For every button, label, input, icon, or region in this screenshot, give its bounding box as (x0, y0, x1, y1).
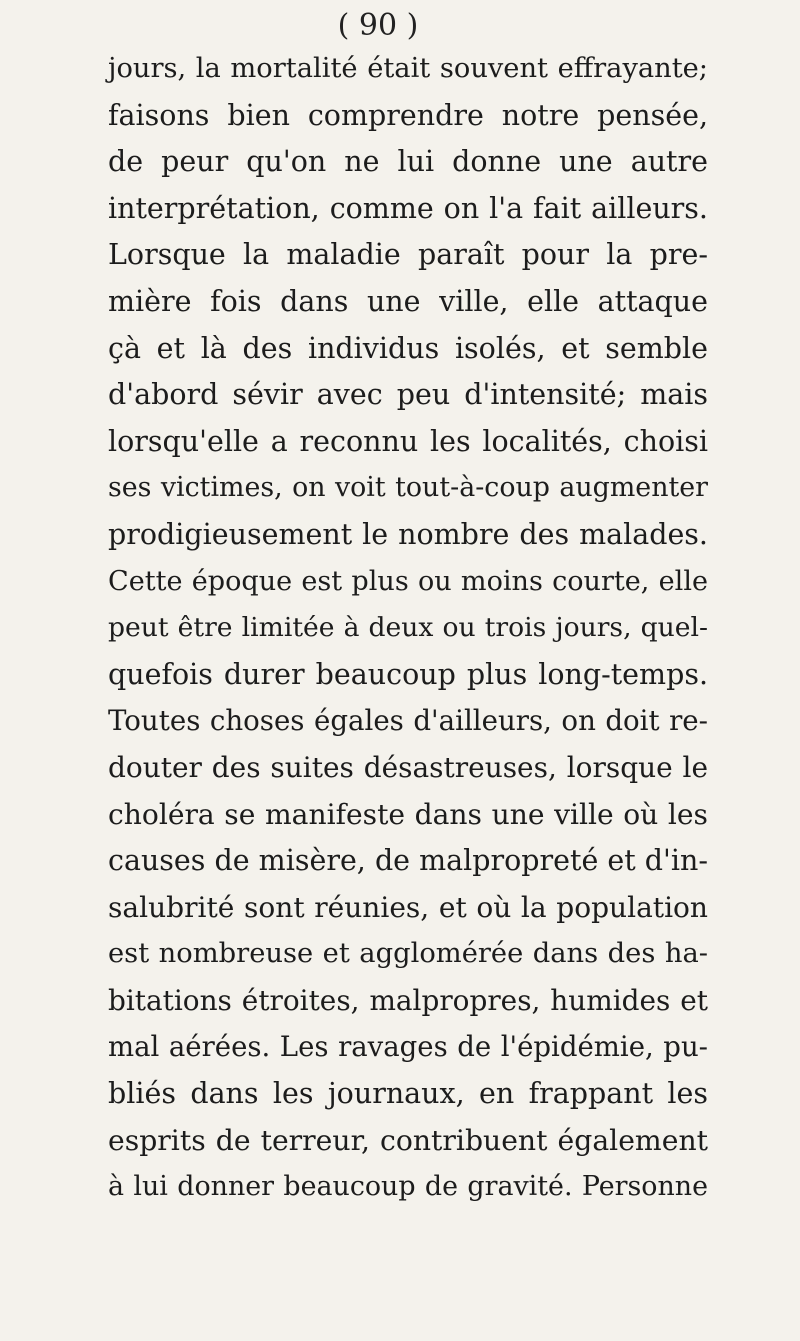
text-line: douter des suites désastreuses, lorsque le (108, 750, 708, 784)
text-line: choléra se manifeste dans une ville où les (108, 797, 708, 831)
page-number: ( 90 ) (337, 8, 419, 43)
text-line: çà et là des individus isolés, et semble (108, 331, 708, 365)
text-line: bliés dans les journaux, en frappant les (108, 1077, 708, 1111)
text-line: Lorsque la maladie paraît pour la pre- (108, 238, 708, 272)
text-line: esprits de terreur, contribuent également (108, 1123, 708, 1157)
text-line: d'abord sévir avec peu d'intensité; mais (108, 378, 708, 412)
text-line: ses victimes, on voit tout-à-coup augmenter (108, 472, 708, 504)
text-line: peut être limitée à deux ou trois jours, quel- (108, 612, 708, 644)
text-line: salubrité sont réunies, et où la population (108, 890, 708, 924)
text-line: de peur qu'on ne lui donne une autre (108, 145, 708, 179)
text-line: à lui donner beaucoup de gravité. Personne (108, 1171, 708, 1203)
body-text (108, 46, 708, 1211)
text-line: interprétation, comme on l'a fait ailleurs. (108, 191, 708, 225)
text-line: causes de misère, de malpropreté et d'in- (108, 844, 708, 878)
text-line: lorsqu'elle a reconnu les localités, choisi (108, 424, 708, 458)
text-line: mière fois dans une ville, elle attaque (108, 284, 708, 318)
text-line: Toutes choses égales d'ailleurs, on doit re- (108, 704, 708, 738)
text-line: prodigieusement le nombre des malades. (108, 517, 708, 551)
text-line: faisons bien comprendre notre pensée, (108, 98, 708, 132)
text-line: mal aérées. Les ravages de l'épidémie, pu- (108, 1031, 708, 1064)
text-line: quefois durer beaucoup plus long-temps. (108, 657, 708, 691)
text-line: Cette époque est plus ou moins courte, elle (108, 565, 708, 597)
text-line: jours, la mortalité était souvent effrayante; (108, 53, 708, 84)
text-line: bitations étroites, malpropres, humides et (108, 983, 708, 1017)
text-line: est nombreuse et agglomérée dans des ha- (108, 938, 708, 970)
